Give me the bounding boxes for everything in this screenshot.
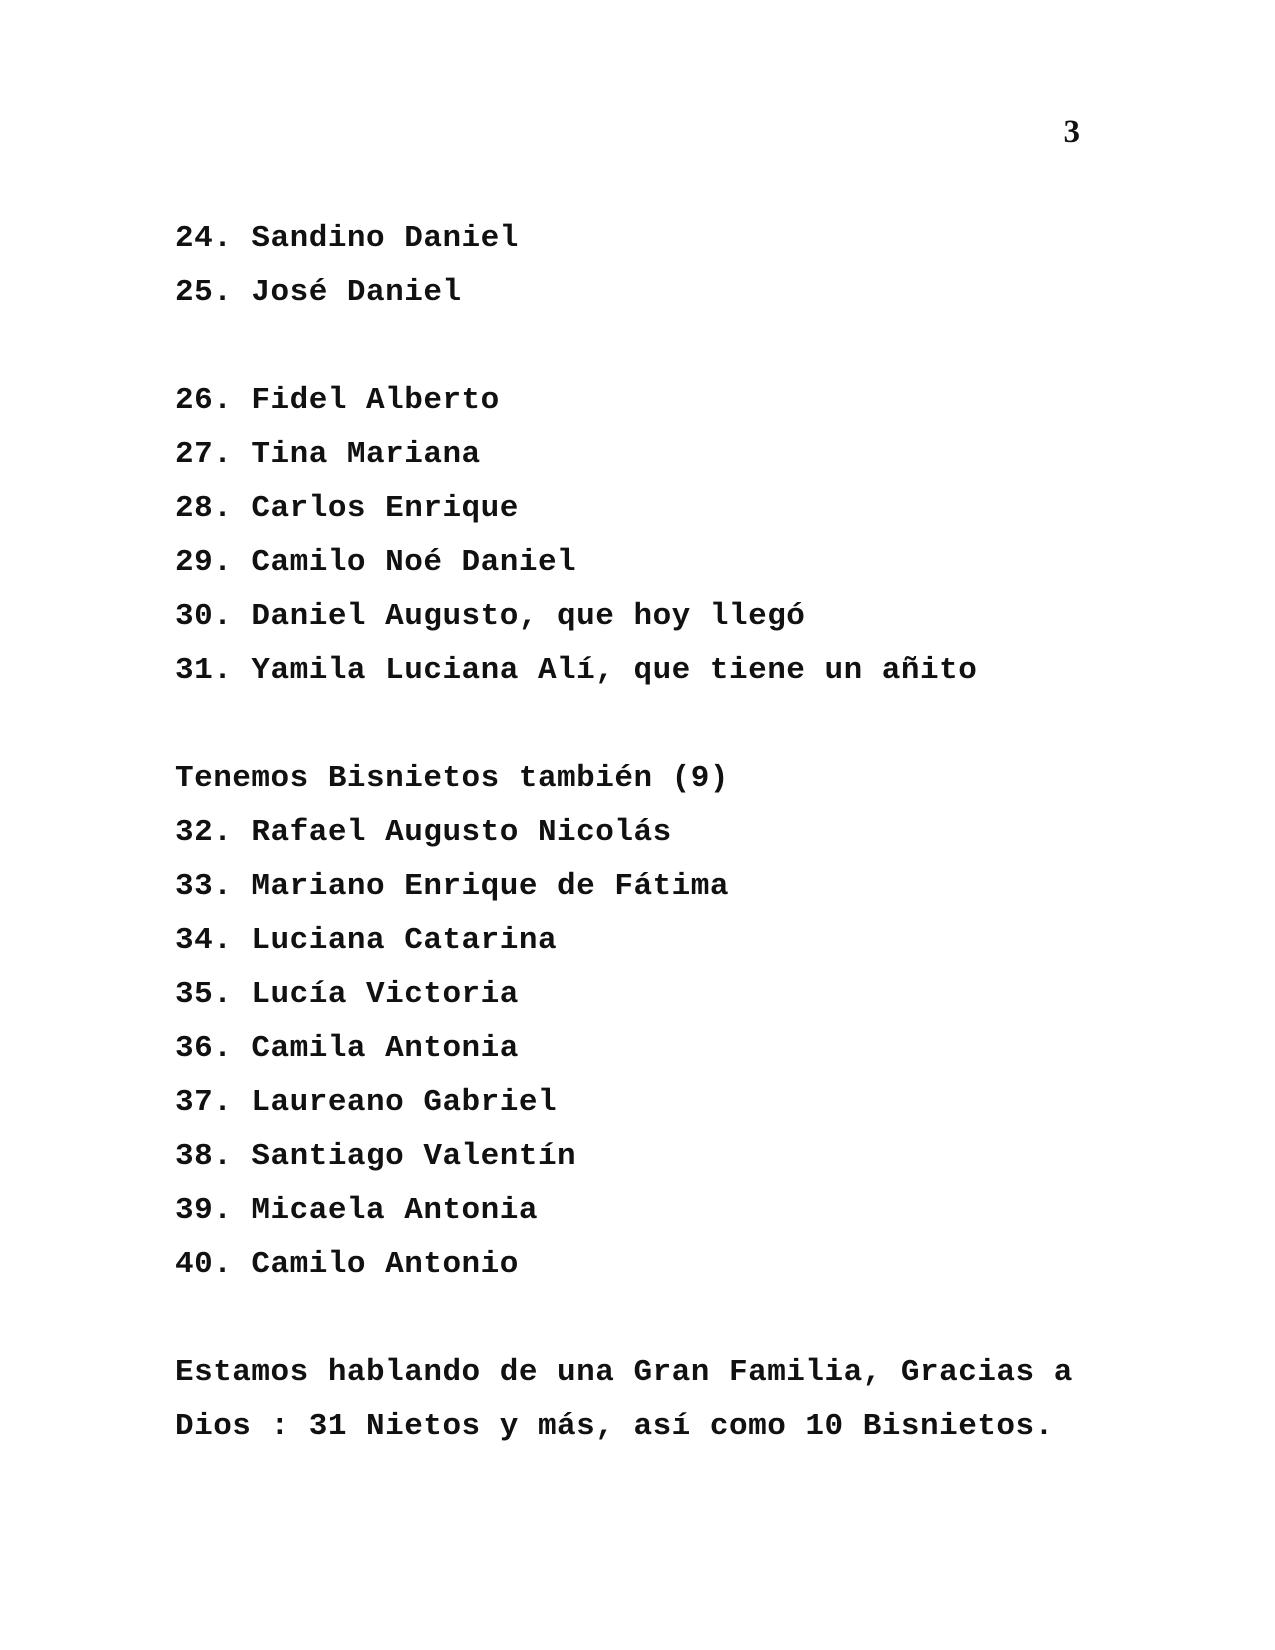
list-item: 30. Daniel Augusto, que hoy llegó [175, 599, 806, 634]
list-item: 29. Camilo Noé Daniel [175, 545, 577, 580]
name-list-group-1 [175, 212, 1135, 320]
closing-paragraph [175, 1346, 1135, 1454]
list-item: 25. José Daniel [175, 275, 462, 310]
list-item: 37. Laureano Gabriel [175, 1085, 558, 1120]
list-item: 38. Santiago Valentín [175, 1139, 577, 1174]
list-item: 36. Camila Antonia [175, 1031, 519, 1066]
document-body [175, 212, 1135, 1454]
spacer [175, 320, 1135, 374]
list-item: 34. Luciana Catarina [175, 923, 558, 958]
list-item: 33. Mariano Enrique de Fátima [175, 869, 729, 904]
list-item: 40. Camilo Antonio [175, 1247, 519, 1282]
list-item: 24. Sandino Daniel [175, 221, 519, 256]
name-list-group-2 [175, 374, 1135, 698]
list-item: 31. Yamila Luciana Alí, que tiene un añito [175, 653, 978, 688]
page-number: 3 [1063, 114, 1080, 150]
list-item: 39. Micaela Antonia [175, 1193, 538, 1228]
section-heading: Tenemos Bisnietos también (9) [175, 761, 729, 796]
spacer [175, 698, 1135, 752]
list-item: 26. Fidel Alberto [175, 383, 500, 418]
closing-line: Dios : 31 Nietos y más, así como 10 Bisnietos. [175, 1409, 1054, 1444]
list-item: 28. Carlos Enrique [175, 491, 519, 526]
list-item: 27. Tina Mariana [175, 437, 481, 472]
list-item: 35. Lucía Victoria [175, 977, 519, 1012]
closing-line: Estamos hablando de una Gran Familia, Gracias a [175, 1355, 1073, 1390]
spacer [175, 1292, 1135, 1346]
great-grandchildren-section [175, 752, 1135, 1292]
list-item: 32. Rafael Augusto Nicolás [175, 815, 672, 850]
